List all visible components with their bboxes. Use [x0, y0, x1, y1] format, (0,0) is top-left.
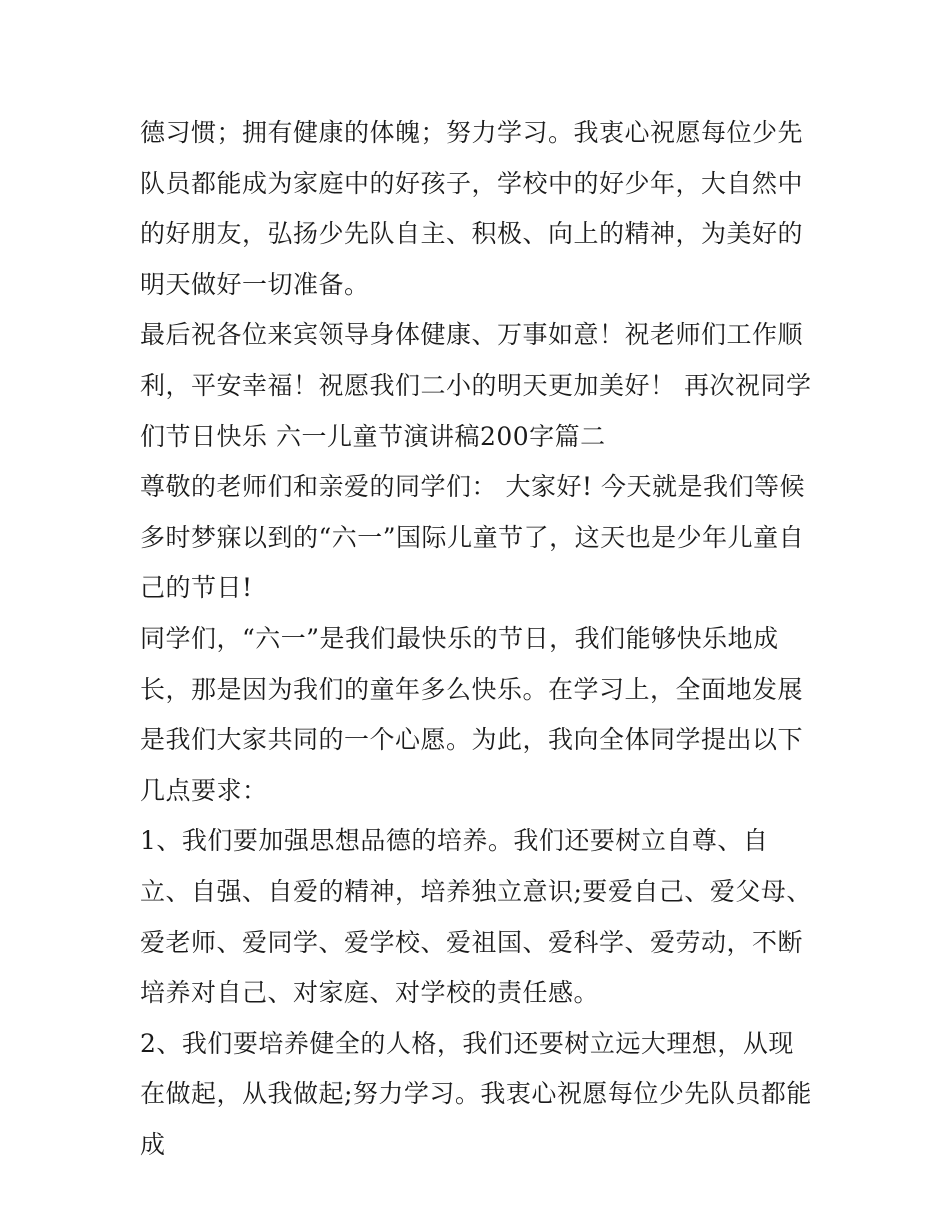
- paragraph-6: 2、我们要培养健全的人格，我们还要树立远大理想，从现在做起，从我做起;努力学习。我衷心祝愿每位少先队员都能成: [140, 1028, 812, 1159]
- document-body: [140, 108, 812, 1170]
- paragraph-5: 1、我们要加强思想品德的培养。我们还要树立自尊、自立、自强、自爱的精神，培养独立意识;要爱自己、爱父母、爱老师、爱同学、爱学校、爱祖国、爱科学、爱劳动，不断培养对自己、对家庭、对学校的责任感。: [140, 826, 812, 1008]
- paragraph-4: 同学们，“六一”是我们最快乐的节日，我们能够快乐地成长，那是因为我们的童年多么快乐。在学习上，全面地发展是我们大家共同的一个心愿。为此，我向全体同学提出以下几点要求：: [140, 623, 804, 805]
- paragraph-2: 最后祝各位来宾领导身体健康、万事如意！祝老师们工作顺利，平安幸福！祝愿我们二小的明天更加美好！ 再次祝同学们节日快乐 六一儿童节演讲稿200字篇二: [140, 320, 812, 451]
- paragraph-3: 尊敬的老师们和亲爱的同学们： 大家好! 今天就是我们等候多时梦寐以到的“六一”国际儿童节了，这天也是少年儿童自己的节日!: [140, 472, 805, 603]
- paragraph-1: 德习惯；拥有健康的体魄；努力学习。我衷心祝愿每位少先队员都能成为家庭中的好孩子，学校中的好少年，大自然中的好朋友，弘扬少先队自主、积极、向上的精神，为美好的明天做好一切准备。: [140, 118, 804, 299]
